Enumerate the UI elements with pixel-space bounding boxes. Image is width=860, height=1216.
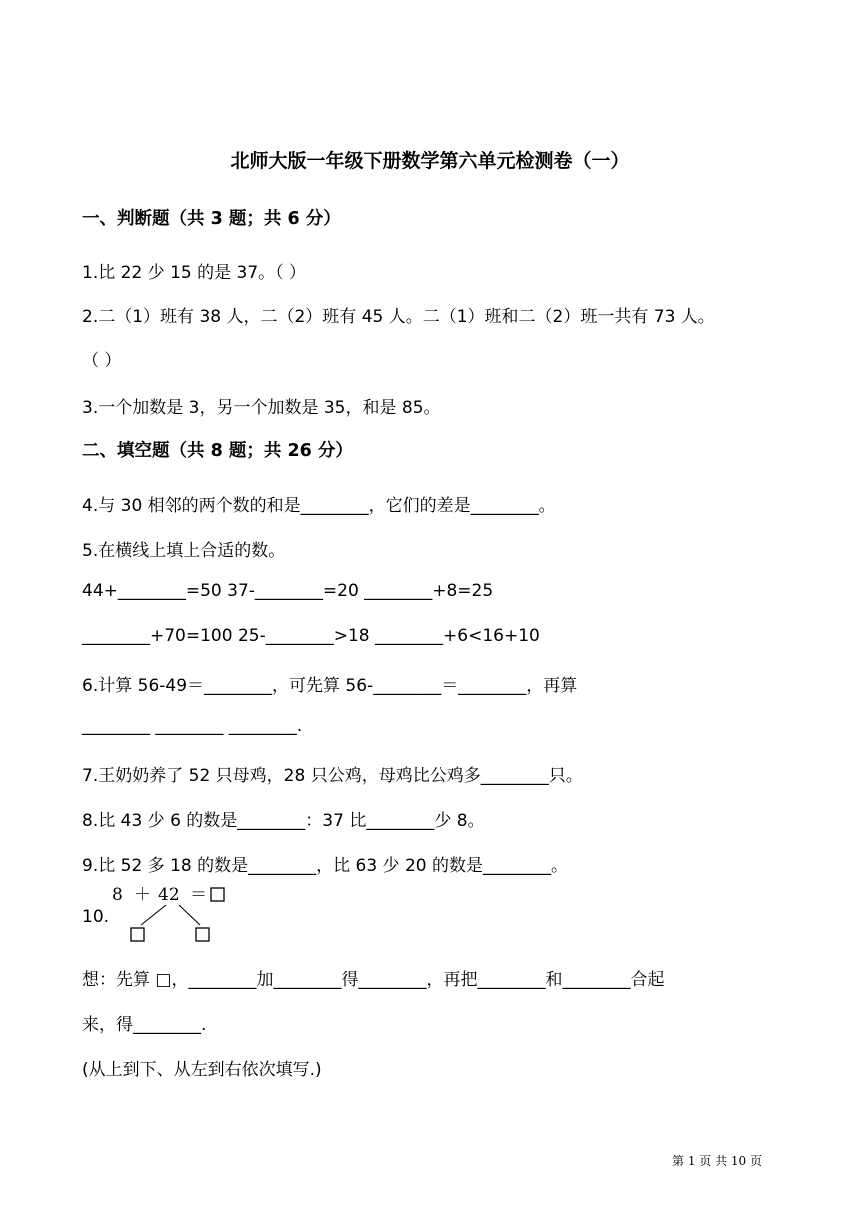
question-5: 5.在横线上填上合适的数。 <box>82 541 286 561</box>
diagram-plus-sign: ＋ <box>134 885 151 905</box>
diagram-left-number: 8 <box>112 885 123 905</box>
question-2: 2.二（1）班有 38 人，二（2）班有 45 人。二（1）班和二（2）班一共有 73 人。 <box>82 307 715 327</box>
diagram-right-number: 42 <box>158 885 180 905</box>
diagram-split-line-right <box>179 905 200 925</box>
diagram-split-line-left <box>141 905 166 925</box>
page-footer: 第 1 页 共 10 页 <box>672 1154 762 1168</box>
question-3: 3.一个加数是 3，另一个加数是 35，和是 85。 <box>82 398 441 418</box>
diagram-result-box <box>211 888 224 901</box>
question-10-think: 想：先算 □，________加________得________，再把________和________合起 <box>82 970 665 990</box>
page-title: 北师大版一年级下册数学第六单元检测卷（一） <box>230 150 630 172</box>
question-6: 6.计算 56-49＝________，可先算 56-________＝________，再算 <box>82 676 578 696</box>
question-5-row-1: 44+________=50 37-________=20 ________+8=25 <box>82 581 494 601</box>
question-2-bracket: （ ） <box>82 351 122 371</box>
question-4: 4.与 30 相邻的两个数的和是________，它们的差是________。 <box>82 496 556 516</box>
question-1: 1.比 22 少 15 的是 37。（ ） <box>82 263 307 283</box>
question-10-result: 来，得________. <box>82 1015 207 1035</box>
question-5-row-2: ________+70=100 25-________>18 ________+6<16+10 <box>82 626 540 646</box>
question-10-instruction: (从上到下、从左到右依次填写.) <box>82 1060 322 1080</box>
split-number-diagram <box>108 880 238 950</box>
section-heading-judgment: 一、判断题（共 3 题；共 6 分） <box>82 209 341 229</box>
question-6-blanks: ________ ________ ________. <box>82 716 303 736</box>
question-9: 9.比 52 多 18 的数是________，比 63 少 20 的数是________。 <box>82 856 568 876</box>
diagram-equals-sign: ＝ <box>190 885 207 905</box>
question-8: 8.比 43 少 6 的数是________：37 比________少 8。 <box>82 811 485 831</box>
question-7: 7.王奶奶养了 52 只母鸡，28 只公鸡，母鸡比公鸡多________只。 <box>82 766 583 786</box>
diagram-split-box-left <box>131 928 144 941</box>
section-heading-fill-blank: 二、填空题（共 8 题；共 26 分） <box>82 441 353 461</box>
diagram-split-box-right <box>196 928 209 941</box>
question-10-label: 10. <box>82 907 110 927</box>
